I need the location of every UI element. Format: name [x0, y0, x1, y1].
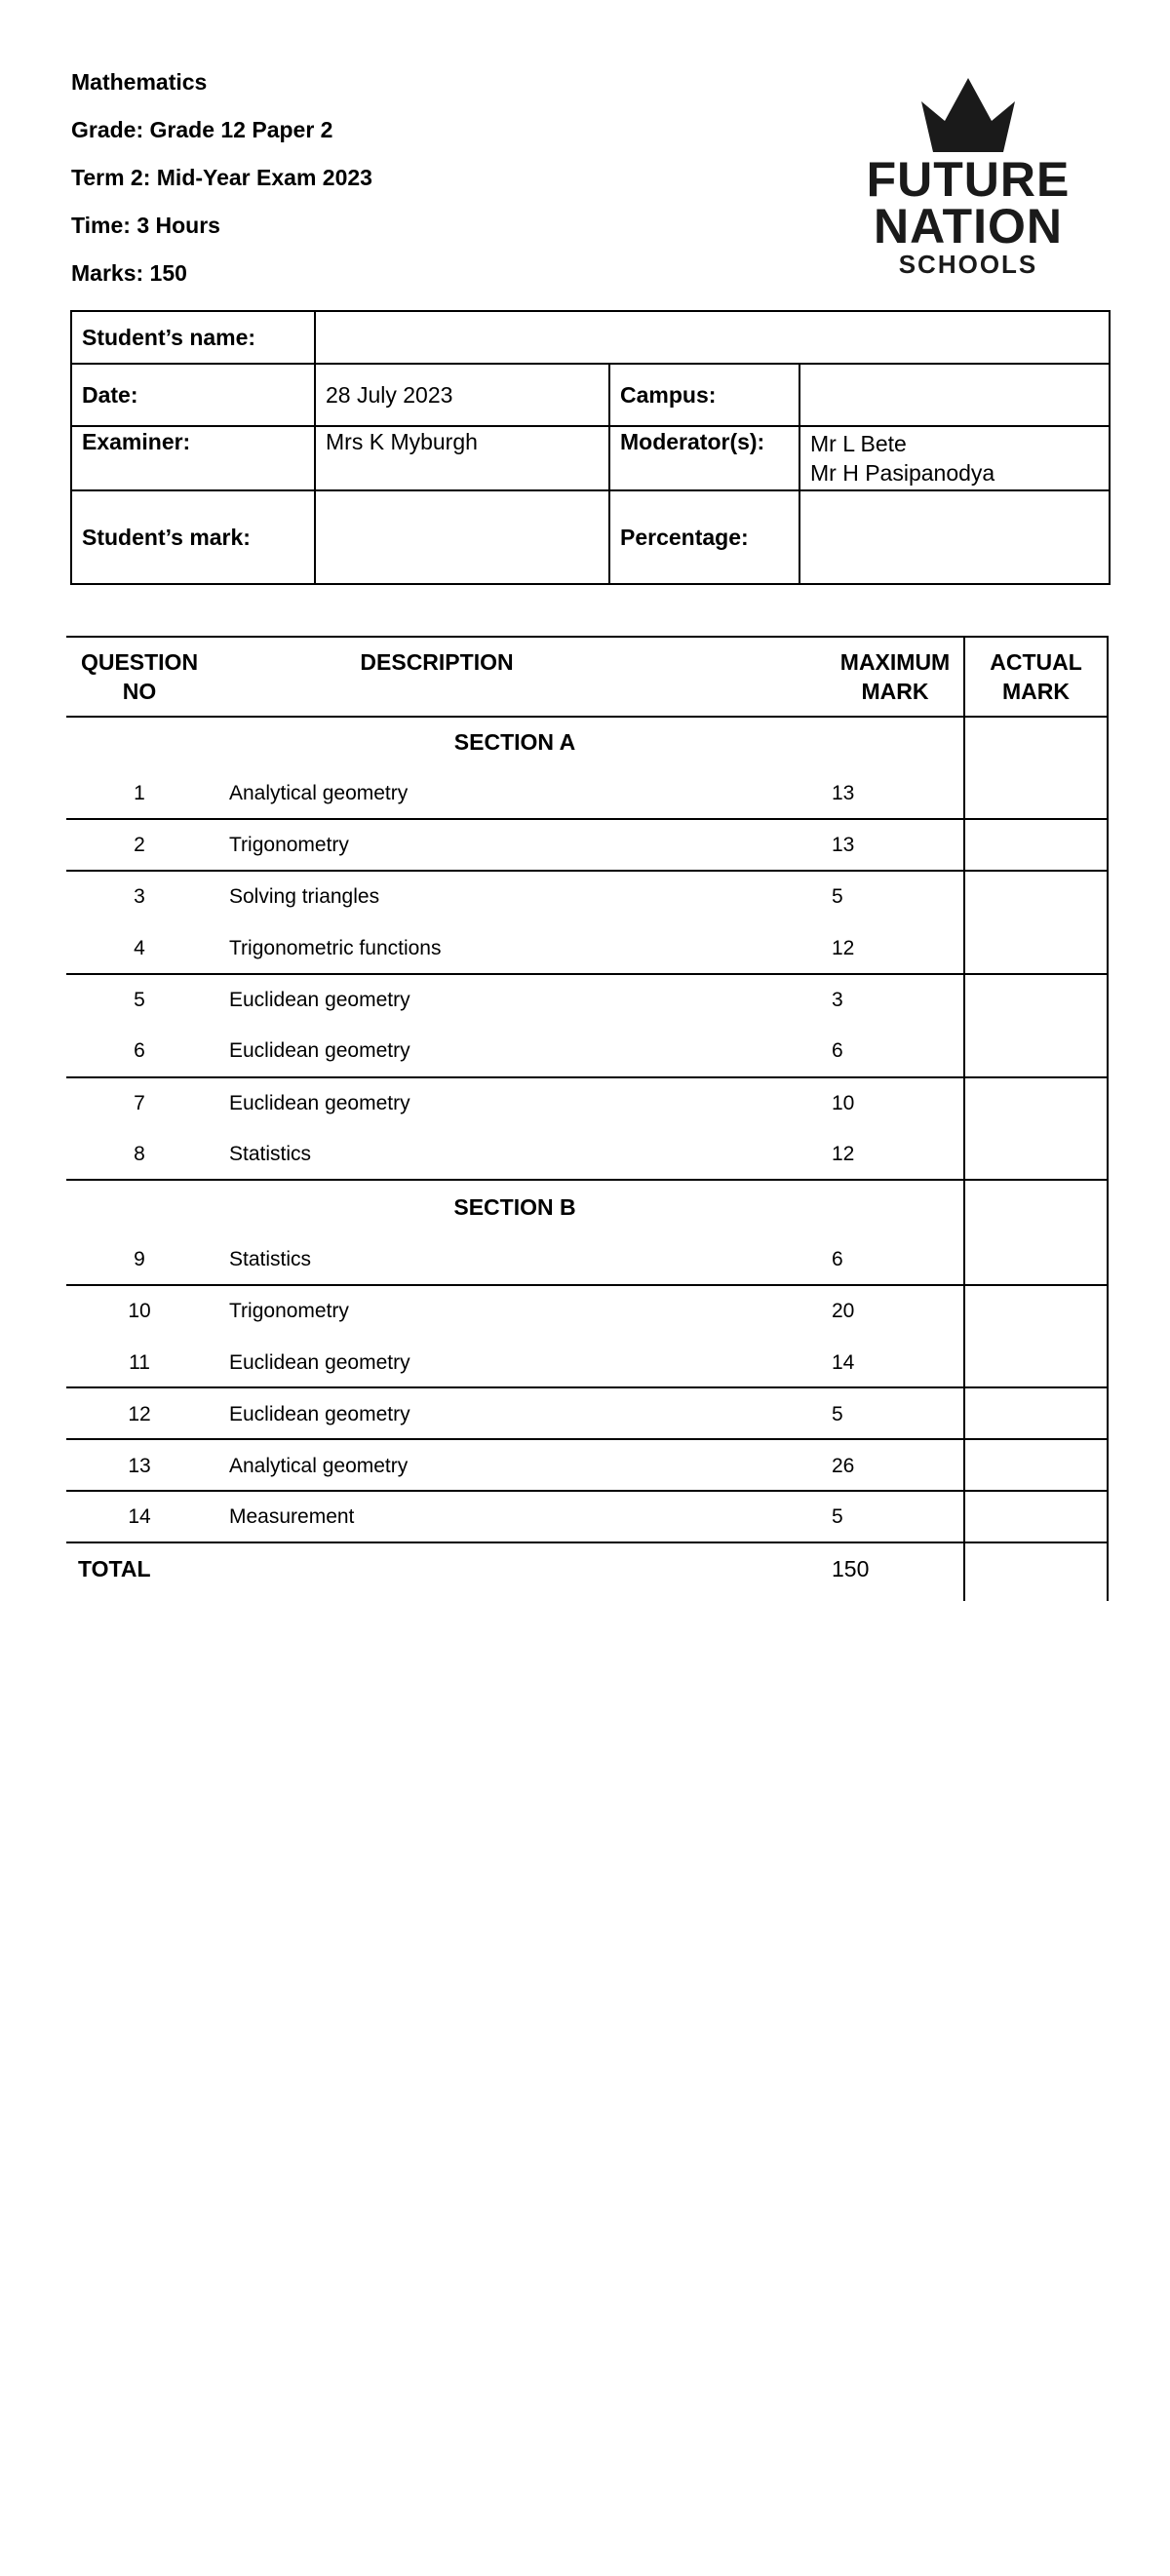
header-description: DESCRIPTION [360, 649, 514, 675]
logo-line-3: SCHOOLS [898, 250, 1038, 279]
crown-icon [917, 78, 1019, 152]
grade: Grade: Grade 12 Paper 2 [71, 117, 333, 142]
header-question-no: QUESTION NO [80, 649, 199, 704]
row-divider [66, 1284, 1109, 1286]
term: Term 2: Mid-Year Exam 2023 [71, 165, 372, 190]
row-divider [66, 1386, 1109, 1388]
student-mark-field[interactable] [315, 490, 609, 584]
campus-label: Campus: [609, 364, 800, 426]
percentage-field[interactable] [800, 490, 1110, 584]
subject: Mathematics [71, 69, 208, 95]
row-divider [66, 1438, 1109, 1440]
student-name-label: Student’s name: [71, 311, 315, 364]
row-divider [66, 818, 1109, 820]
row-divider [66, 973, 1109, 975]
time: Time: 3 Hours [71, 213, 220, 238]
student-name-field[interactable] [315, 311, 1110, 364]
student-mark-label: Student’s mark: [71, 490, 315, 584]
section-b-heading: SECTION B [453, 1194, 576, 1220]
table-row: 10 Trigonometry 20 [128, 1300, 855, 1322]
table-row: 8 Statistics 12 [134, 1143, 855, 1165]
exam-header [71, 68, 372, 307]
table-row: 3 Solving triangles 5 [134, 885, 843, 908]
logo-line-1: FUTURE [866, 152, 1071, 207]
row-divider [66, 1179, 1109, 1181]
table-row: 4 Trigonometric functions 12 [134, 937, 855, 959]
row-divider [66, 1490, 1109, 1492]
row-divider [66, 870, 1109, 872]
table-row: 5 Euclidean geometry 3 [134, 989, 843, 1011]
examiner-label: Examiner: [71, 426, 315, 490]
total-label: TOTAL [78, 1556, 151, 1581]
table-row: 9 Statistics 6 [134, 1248, 843, 1270]
table-row: 2 Trigonometry 13 [134, 834, 855, 856]
school-logo [856, 78, 1080, 279]
table-row: 14 Measurement 5 [128, 1505, 843, 1528]
table-right-border [1107, 636, 1109, 1601]
mark-allocation-table [66, 636, 1109, 2576]
actual-mark-column-border [963, 636, 965, 1601]
date-value: 28 July 2023 [315, 364, 609, 426]
header-divider [66, 716, 1109, 718]
moderator-label: Moderator(s): [609, 426, 800, 490]
table-row: 12 Euclidean geometry 5 [128, 1403, 843, 1425]
campus-field[interactable] [800, 364, 1110, 426]
date-label: Date: [71, 364, 315, 426]
table-top-border [66, 636, 1109, 638]
row-divider [66, 1542, 1109, 1543]
table-row: 13 Analytical geometry 26 [128, 1455, 855, 1477]
section-a-heading: SECTION A [453, 729, 576, 755]
total-value: 150 [832, 1556, 870, 1581]
percentage-label: Percentage: [609, 490, 800, 584]
header-maximum-mark: MAXIMUM MARK [839, 649, 951, 704]
table-row: 1 Analytical geometry 13 [134, 782, 855, 804]
examiner-value: Mrs K Myburgh [315, 426, 609, 490]
moderator-value: Mr L Bete Mr H Pasipanodya [800, 426, 1110, 490]
marks: Marks: 150 [71, 260, 187, 286]
student-info-table [70, 310, 1111, 585]
header-actual-mark: ACTUAL MARK [990, 649, 1082, 704]
row-divider [66, 1076, 1109, 1078]
logo-line-2: NATION [874, 199, 1063, 254]
table-row: 6 Euclidean geometry 6 [134, 1039, 843, 1062]
table-row: 7 Euclidean geometry 10 [134, 1092, 855, 1114]
table-row: 11 Euclidean geometry 14 [129, 1351, 855, 1374]
